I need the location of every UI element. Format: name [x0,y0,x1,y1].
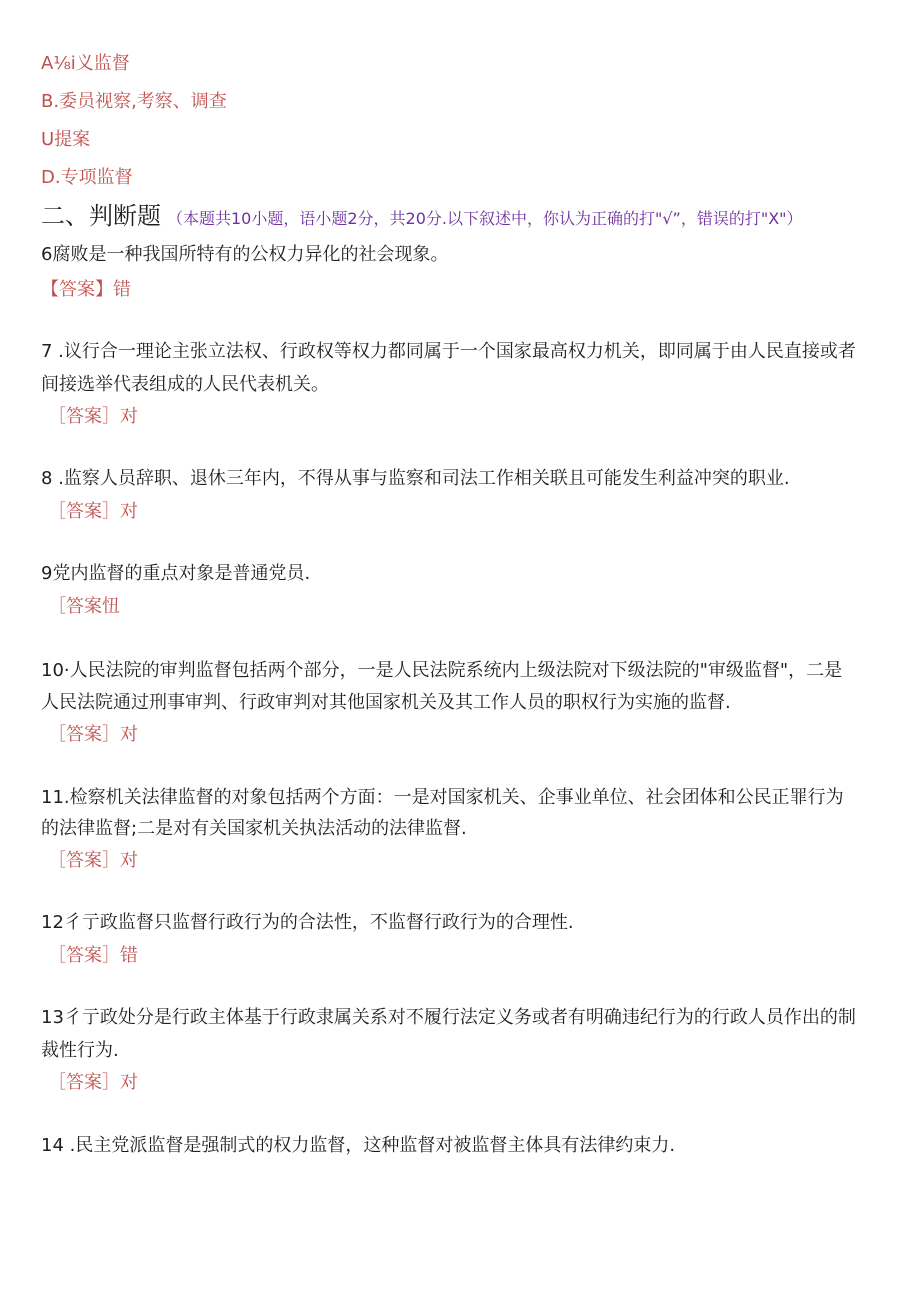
answer-8: ［答案］对 [48,501,138,522]
section-title: 二、判断题 [41,202,161,230]
section-heading [41,204,803,231]
question-9: 9党内监督的重点对象是普通党员. [41,563,311,584]
question-10-line-1: 10·人民法院的审判监督包括两个部分，一是人民法院系统内上级法院对下级法院的"审级监督"，二是 [41,660,843,681]
question-13-line-1: 13彳亍政处分是行政主体基于行政隶属关系对不履行法定义务或者有明确违纪行为的行政人员作出的制 [41,1007,856,1028]
answer-11: ［答案］对 [48,850,138,871]
question-8: 8 .监察人员辞职、退休三年内，不得从事与监察和司法工作相关联且可能发生利益冲突的职业. [41,468,790,489]
option-d: D.专项监督 [41,167,133,188]
option-b: B.委员视察,考察、调查 [41,91,227,112]
question-6: 6腐败是一种我国所特有的公权力异化的社会现象。 [41,244,449,265]
option-c: U提案 [41,129,91,150]
section-instructions: （本题共10小题，语小题2分，共20分.以下叙述中，你认为正确的打"√”，错误的打"X"） [167,209,803,228]
answer-7: ［答案］对 [48,406,138,427]
question-11-line-1: 11.检察机关法律监督的对象包括两个方面：一是对国家机关、企事业单位、社会团体和公民正罪行为 [41,787,844,808]
question-13-line-2: 裁性行为. [41,1040,119,1061]
question-11-line-2: 的法律监督;二是对有关国家机关执法活动的法律监督. [41,818,467,839]
question-14: 14 .民主党派监督是强制式的权力监督，这种监督对被监督主体具有法律约束力. [41,1135,676,1156]
answer-10: ［答案］对 [48,724,138,745]
answer-9: ［答案忸 [48,596,120,617]
question-10-line-2: 人民法院通过刑事审判、行政审判对其他国家机关及其工作人员的职权行为实施的监督. [41,692,731,713]
answer-12: ［答案］错 [48,945,138,966]
answer-6: 【答案】错 [41,279,131,300]
question-7-line-2: 间接选举代表组成的人民代表机关。 [41,374,329,395]
question-7-line-1: 7 .议行合一理论主张立法权、行政权等权力都同属于一个国家最高权力机关，即同属于由人民直接或者 [41,341,856,362]
option-a: A⅛i义监督 [41,53,130,74]
question-12: 12彳亍政监督只监督行政行为的合法性，不监督行政行为的合理性. [41,912,574,933]
answer-13: ［答案］对 [48,1072,138,1093]
